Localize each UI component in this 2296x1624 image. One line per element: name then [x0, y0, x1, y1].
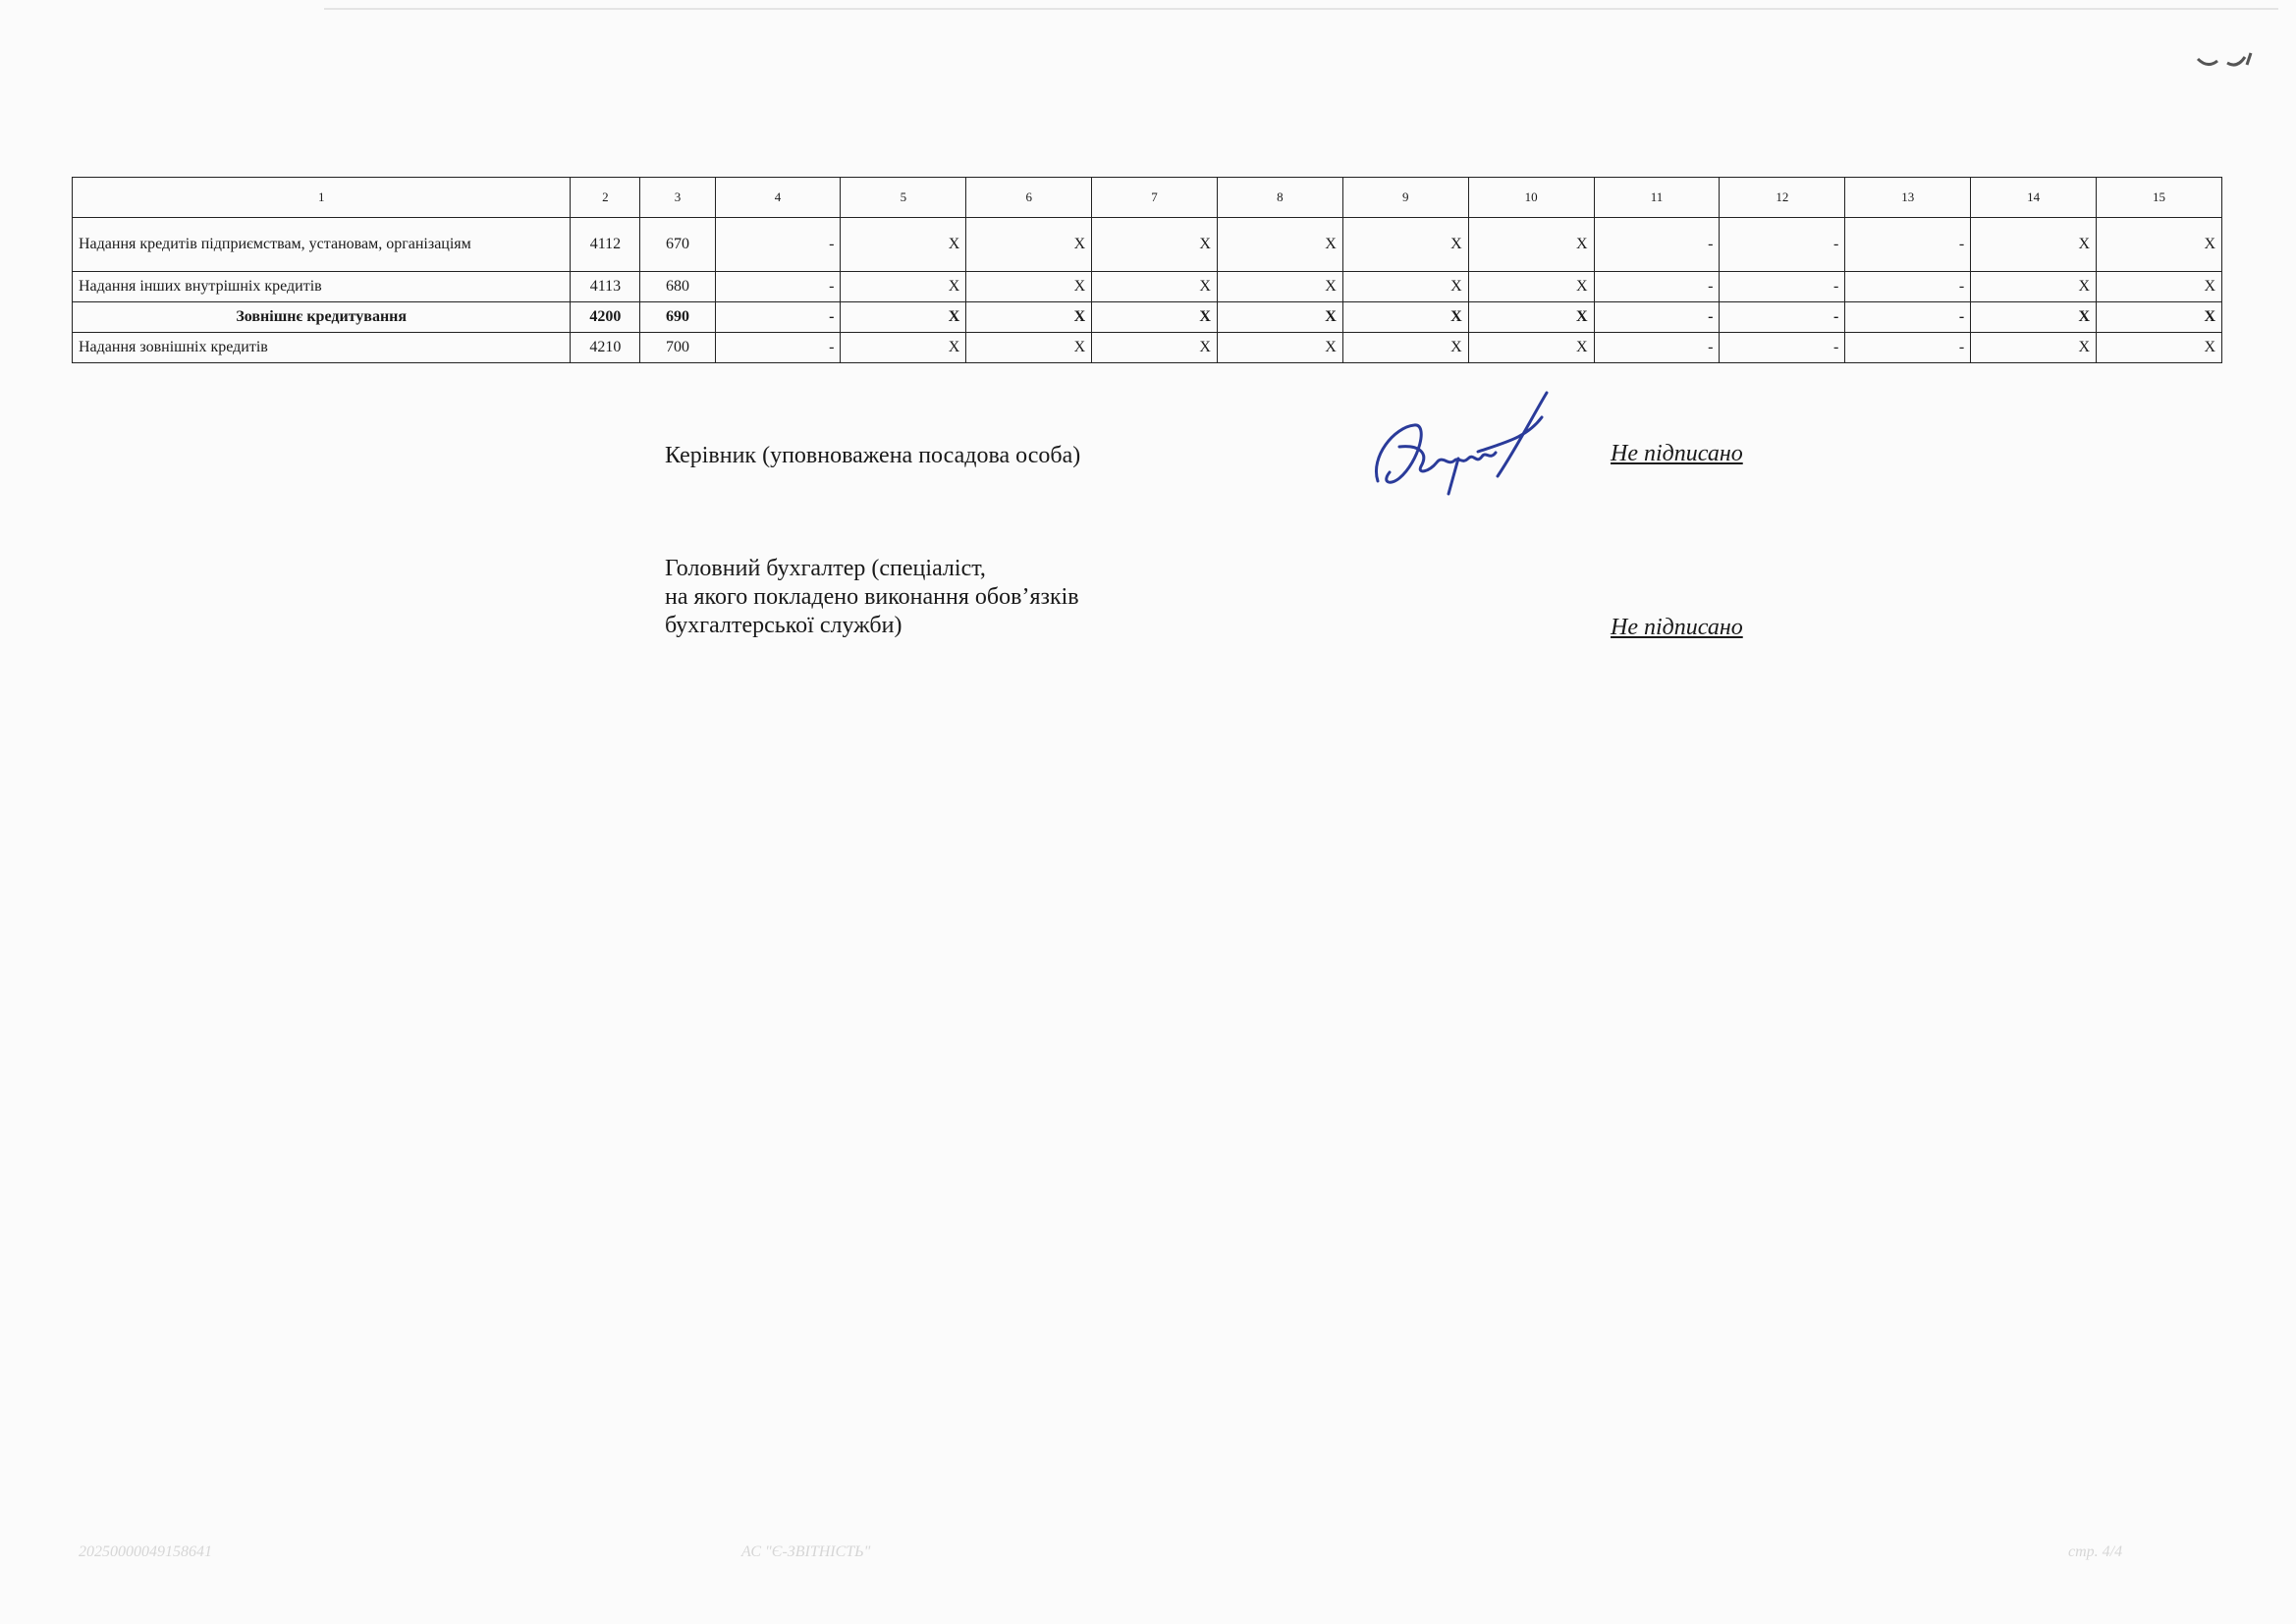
row-code: 4112 — [571, 218, 640, 272]
cell-value: X — [966, 333, 1092, 363]
cell-value: X — [1217, 218, 1342, 272]
row-number: 670 — [640, 218, 715, 272]
column-number: 12 — [1720, 178, 1845, 218]
footer-page-number: стр. 4/4 — [2068, 1543, 2123, 1560]
cell-value: X — [1342, 218, 1468, 272]
row-name: Зовнішнє кредитування — [73, 302, 571, 333]
row-number: 690 — [640, 302, 715, 333]
column-number: 6 — [966, 178, 1092, 218]
accountant-signature-status: Не підписано — [1611, 615, 1743, 640]
column-number: 14 — [1971, 178, 2097, 218]
footer-document-id: 20250000049158641 — [79, 1543, 212, 1560]
accountant-label-line: бухгалтерської служби) — [665, 613, 902, 638]
cell-value: - — [1845, 333, 1971, 363]
column-number: 13 — [1845, 178, 1971, 218]
cell-value: X — [841, 218, 966, 272]
row-name: Надання кредитів підприємствам, установам, організаціям — [73, 218, 571, 272]
cell-value: X — [841, 272, 966, 302]
cell-value: X — [1971, 333, 2097, 363]
cell-value: X — [2097, 302, 2222, 333]
cell-value: - — [1720, 272, 1845, 302]
manager-signature-label: Керівник (уповноважена посадова особа) — [665, 443, 1081, 468]
column-number: 15 — [2097, 178, 2222, 218]
row-code: 4210 — [571, 333, 640, 363]
table-row — [73, 218, 2222, 272]
accountant-label-line: Головний бухгалтер (спеціаліст, — [665, 556, 986, 581]
cell-value: X — [2097, 272, 2222, 302]
table-row-section — [73, 302, 2222, 333]
column-number: 10 — [1468, 178, 1594, 218]
accountant-signature-label — [665, 555, 1079, 640]
cell-value: X — [1342, 272, 1468, 302]
column-number: 2 — [571, 178, 640, 218]
cell-value: X — [1217, 302, 1342, 333]
cell-value: - — [1594, 302, 1720, 333]
scan-edge — [324, 8, 2278, 10]
table-row — [73, 272, 2222, 302]
cell-value: - — [1845, 218, 1971, 272]
cell-value: X — [1342, 302, 1468, 333]
column-number-row — [73, 178, 2222, 218]
row-code: 4200 — [571, 302, 640, 333]
accountant-label-line: на якого покладено виконання обов’язків — [665, 584, 1079, 610]
cell-value: X — [1971, 302, 2097, 333]
cell-value: X — [841, 333, 966, 363]
cell-value: X — [1971, 272, 2097, 302]
cell-value: X — [966, 272, 1092, 302]
cell-value: X — [1342, 333, 1468, 363]
cell-value: X — [1092, 302, 1218, 333]
row-name: Надання зовнішніх кредитів — [73, 333, 571, 363]
column-number: 7 — [1092, 178, 1218, 218]
column-number: 3 — [640, 178, 715, 218]
cell-value: - — [715, 218, 841, 272]
cell-value: X — [966, 218, 1092, 272]
cell-value: X — [2097, 218, 2222, 272]
cell-value: - — [715, 333, 841, 363]
report-table — [72, 177, 2222, 363]
column-number: 8 — [1217, 178, 1342, 218]
column-number: 1 — [73, 178, 571, 218]
cell-value: X — [2097, 333, 2222, 363]
row-number: 680 — [640, 272, 715, 302]
scan-corner-mark — [2188, 39, 2276, 79]
cell-value: X — [1217, 333, 1342, 363]
footer-system-name: АС "Є-ЗВІТНІСТЬ" — [741, 1543, 871, 1560]
column-number: 11 — [1594, 178, 1720, 218]
column-number: 9 — [1342, 178, 1468, 218]
cell-value: - — [1845, 302, 1971, 333]
column-number: 5 — [841, 178, 966, 218]
cell-value: X — [841, 302, 966, 333]
cell-value: X — [1468, 272, 1594, 302]
cell-value: - — [715, 302, 841, 333]
column-number: 4 — [715, 178, 841, 218]
cell-value: - — [1720, 218, 1845, 272]
cell-value: - — [1594, 272, 1720, 302]
manager-signature-status: Не підписано — [1611, 441, 1743, 466]
table-row — [73, 333, 2222, 363]
cell-value: - — [1594, 218, 1720, 272]
row-name: Надання інших внутрішніх кредитів — [73, 272, 571, 302]
cell-value: - — [1594, 333, 1720, 363]
cell-value: X — [1217, 272, 1342, 302]
cell-value: X — [1092, 272, 1218, 302]
cell-value: X — [1468, 333, 1594, 363]
cell-value: - — [1720, 302, 1845, 333]
cell-value: X — [1468, 302, 1594, 333]
row-number: 700 — [640, 333, 715, 363]
cell-value: X — [1971, 218, 2097, 272]
cell-value: X — [1092, 333, 1218, 363]
handwritten-signature — [1360, 388, 1557, 506]
cell-value: X — [1468, 218, 1594, 272]
cell-value: X — [1092, 218, 1218, 272]
cell-value: - — [715, 272, 841, 302]
cell-value: - — [1845, 272, 1971, 302]
cell-value: - — [1720, 333, 1845, 363]
cell-value: X — [966, 302, 1092, 333]
row-code: 4113 — [571, 272, 640, 302]
